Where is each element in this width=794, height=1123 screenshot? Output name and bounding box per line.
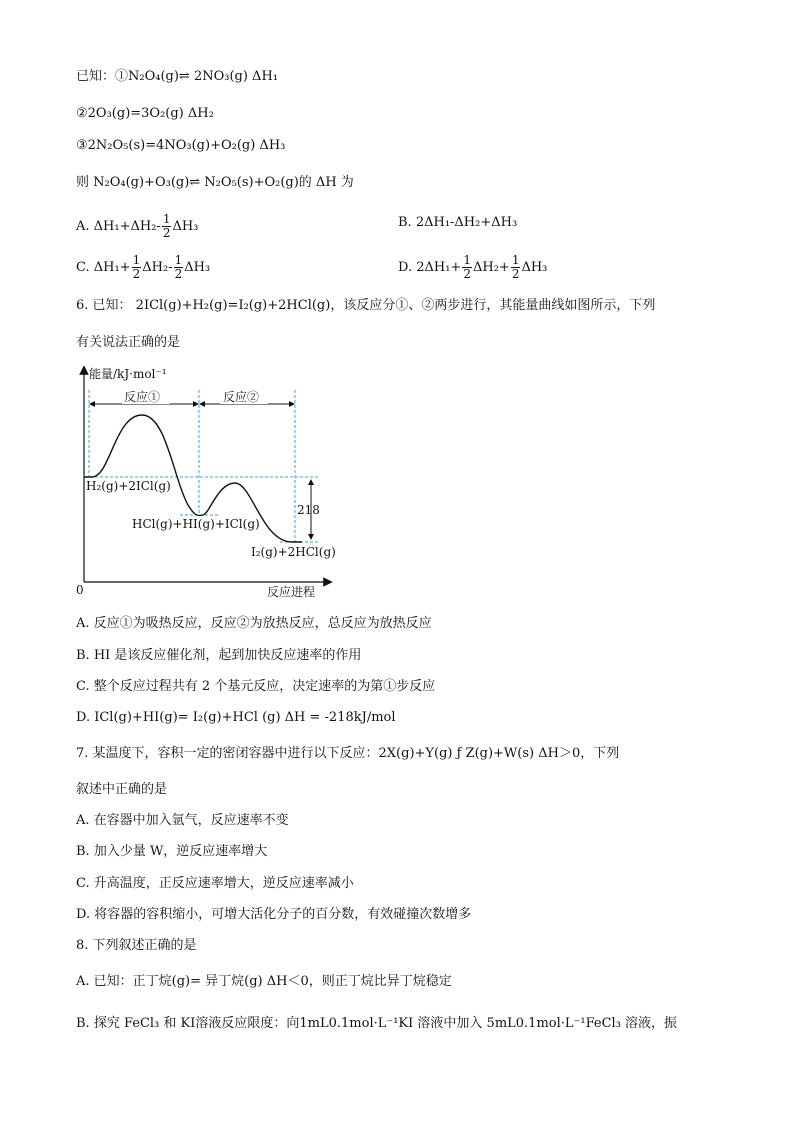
q7-option-d: D. 将容器的容积缩小，可增大活化分子的百分数，有效碰撞次数增多 bbox=[76, 907, 472, 922]
q5-option-b: B. 2ΔH₁-ΔH₂+ΔH₃ bbox=[398, 215, 518, 230]
known-reaction-3: ③2N₂O₅(s)=4NO₃(g)+O₂(g) ΔH₃ bbox=[76, 138, 286, 153]
known-reaction-2: ②2O₃(g)=3O₂(g) ΔH₂ bbox=[76, 106, 214, 121]
q5-option-a: A. ΔH₁+ΔH₂- $\frac{1}{2}$ ΔH₃ bbox=[76, 212, 199, 240]
q8-option-a: A. 已知：正丁烷(g)= 异丁烷(g) ΔH＜0，则正丁烷比异丁烷稳定 bbox=[76, 974, 452, 989]
origin-label: 0 bbox=[76, 583, 84, 597]
q7-option-b: B. 加入少量 W，逆反应速率增大 bbox=[76, 844, 268, 859]
y-axis-label: 能量/kJ·mol⁻¹ bbox=[89, 367, 167, 381]
q7-stem: 7. 某温度下，容积一定的密闭容器中进行以下反应：2X(g)+Y(g) ƒ Z(g)+W(s) ΔH＞0，下列 bbox=[76, 746, 620, 761]
product-label: I₂(g)+2HCl(g) bbox=[251, 545, 336, 559]
stage1-label: 反应① bbox=[124, 390, 161, 404]
q8-option-b: B. 探究 FeCl₃ 和 KI溶液反应限度：向1mL0.1mol·L⁻¹KI 溶液中加入 5mL0.1mol·L⁻¹FeCl₃ 溶液，振 bbox=[76, 1016, 678, 1031]
q6-option-d: D. ICl(g)+HI(g)= I₂(g)+HCl (g) ΔH = -218kJ/mol bbox=[76, 710, 396, 725]
intermediate-label: HCl(g)+HI(g)+ICl(g) bbox=[132, 517, 260, 531]
q7-option-c: C. 升高温度，正反应速率增大，逆反应速率减小 bbox=[76, 876, 354, 891]
q8-stem: 8. 下列叙述正确的是 bbox=[76, 938, 197, 953]
x-axis-label: 反应进程 bbox=[267, 585, 316, 599]
known-reaction-1: 已知：①N₂O₄(g)⇌ 2NO₃(g) ΔH₁ bbox=[76, 69, 278, 84]
q6-stem-cont: 有关说法正确的是 bbox=[76, 335, 181, 350]
q5-question: 则 N₂O₄(g)+O₃(g)⇌ N₂O₅(s)+O₂(g)的 ΔH 为 bbox=[76, 175, 354, 190]
q6-stem: 6. 已知： 2ICl(g)+H₂(g)=I₂(g)+2HCl(g)，该反应分①、②两步进行，其能量曲线如图所示，下列 bbox=[76, 298, 656, 313]
reactant-label: H₂(g)+2ICl(g) bbox=[86, 479, 171, 493]
q6-option-c: C. 整个反应过程共有 2 个基元反应，决定速率的为第①步反应 bbox=[76, 679, 436, 694]
q5-option-d: D. 2ΔH₁+ $\frac{1}{2}$ ΔH₂+ $\frac{1}{2}$ ΔH₃ bbox=[398, 253, 548, 281]
delta-value: 218 bbox=[297, 503, 320, 517]
q5-option-c: C. ΔH₁+ $\frac{1}{2}$ ΔH₂- $\frac{1}{2}$ ΔH₃ bbox=[76, 253, 211, 281]
q7-stem-cont: 叙述中正确的是 bbox=[76, 782, 168, 797]
q6-option-b: B. HI 是该反应催化剂，起到加快反应速率的作用 bbox=[76, 648, 362, 663]
q7-option-a: A. 在容器中加入氩气，反应速率不变 bbox=[76, 813, 289, 828]
energy-diagram bbox=[70, 360, 340, 605]
stage2-label: 反应② bbox=[223, 390, 260, 404]
q6-option-a: A. 反应①为吸热反应，反应②为放热反应，总反应为放热反应 bbox=[76, 616, 432, 631]
